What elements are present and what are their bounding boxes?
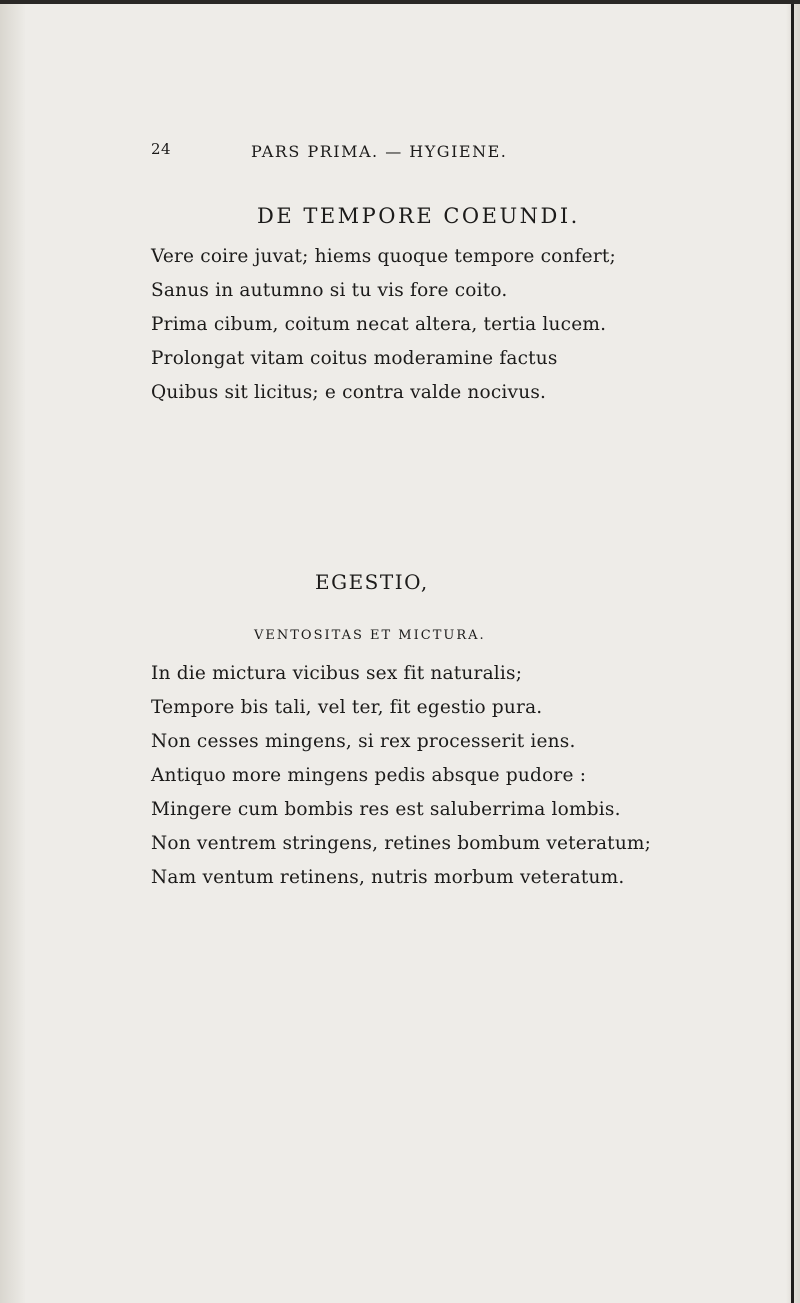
verse-line: Vere coire juvat; hiems quoque tempore confert; bbox=[151, 246, 616, 267]
verse-line: Prima cibum, coitum necat altera, tertia lucem. bbox=[151, 314, 607, 335]
page-number: 24 bbox=[151, 140, 172, 158]
verse-line: Antiquo more mingens pedis absque pudore : bbox=[151, 765, 587, 786]
verse-line: Mingere cum bombis res est saluberrima lombis. bbox=[151, 799, 621, 820]
verse-line: In die mictura vicibus sex fit naturalis; bbox=[151, 663, 523, 684]
running-head: PARS PRIMA. — HYGIENE. bbox=[251, 142, 508, 161]
verse-line: Quibus sit licitus; e contra valde nocivus. bbox=[151, 382, 547, 403]
verse-line: Sanus in autumno si tu vis fore coito. bbox=[151, 280, 508, 301]
right-border bbox=[791, 4, 794, 1303]
left-page-edge bbox=[0, 4, 26, 1303]
verse-line: Tempore bis tali, vel ter, fit egestio pura. bbox=[151, 697, 543, 718]
top-border bbox=[0, 0, 800, 4]
verse-line: Non cesses mingens, si rex processerit iens. bbox=[151, 731, 576, 752]
verse-line: Nam ventum retinens, nutris morbum veteratum. bbox=[151, 867, 625, 888]
section-title-de-tempore-coeundi: DE TEMPORE COEUNDI. bbox=[257, 204, 580, 228]
section-subtitle: VENTOSITAS ET MICTURA. bbox=[254, 628, 486, 643]
verse-line: Non ventrem stringens, retines bombum veteratum; bbox=[151, 833, 652, 854]
section-title-egestio: EGESTIO, bbox=[315, 570, 429, 594]
verse-line: Prolongat vitam coitus moderamine factus bbox=[151, 348, 558, 369]
